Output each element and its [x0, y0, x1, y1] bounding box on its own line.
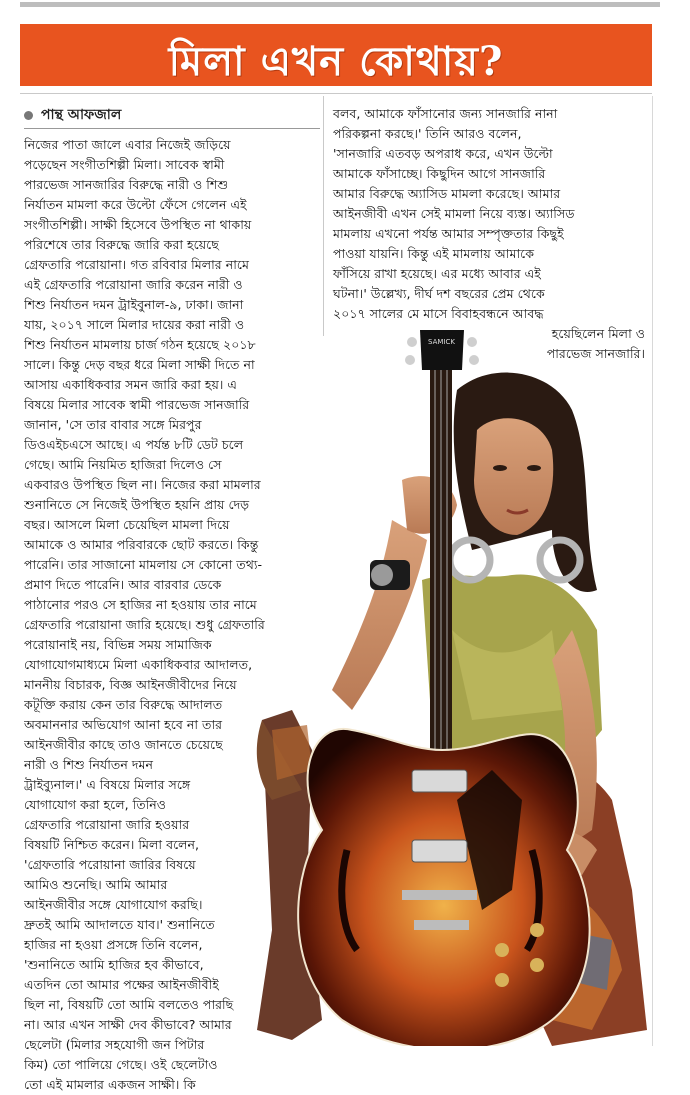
guitar-brand: SAMICK	[428, 338, 455, 346]
article-line: ছিল না, বিষয়টি তো আমি বলতেও পারছি	[24, 997, 234, 1012]
article-line: প্রমাণ দিতে পারেনি। আর বারবার ডেকে	[24, 577, 222, 592]
article-line: সালে। কিন্তু দেড় বছর ধরে মিলা সাক্ষী দিতে না	[24, 357, 255, 372]
article-line: ছেলেটা (মিলার সহযোগী জন পিটার	[24, 1037, 205, 1052]
article-line: ডিওএইচএসে আছে। এ পর্যন্ত ৮টি ডেট চলে	[24, 437, 244, 452]
article-line: পাওয়া যায়নি। কিন্তু এই মামলায় আমাকে	[333, 246, 535, 261]
article-line: ট্রাইব্যুনাল।' এ বিষয়ে মিলার সঙ্গে	[24, 777, 191, 792]
article-line: পারভেজ সানজারির বিরুদ্ধে নারী ও শিশু	[24, 177, 229, 192]
article-line: বিষয়ে মিলার সাবেক স্বামী পারভেজ সানজারি	[24, 397, 250, 412]
article-line: গ্রেফতারি পরোয়ানা জারি হয়েছে। শুধু গ্রেফতারি	[24, 617, 265, 632]
arm-left	[332, 520, 427, 710]
article-line: জানান, 'সে তার বাবার সঙ্গে মিরপুর	[24, 417, 202, 432]
singer-with-guitar-photo	[252, 330, 652, 1046]
article-line: যোগাযোগমাধ্যমে মিলা একাধিকবার আদালত,	[24, 657, 253, 672]
article-line: হয়েছিলেন মিলা ও	[551, 326, 645, 341]
article-line: 'গ্রেফতারি পরোয়ানা জারির বিষয়ে	[24, 857, 196, 872]
guitar-headstock	[420, 330, 464, 370]
article-line: পারভেজ সানজারি।	[546, 346, 645, 361]
right-border	[652, 96, 653, 1046]
article-line: আমিও শুনেছি। আমি আমার	[24, 877, 168, 892]
headline: মিলা এখন কোথায়?	[168, 38, 504, 85]
bullet-icon	[24, 111, 33, 120]
article-line: পরিশেষে তার বিরুদ্ধে জারি করা হয়েছে	[24, 237, 219, 252]
article-line: গেছে। আমি নিয়মিত হাজিরা দিলেও সে	[24, 457, 222, 472]
top-rule	[20, 2, 660, 7]
article-line: 'সানজারি এতবড় অপরাধ করে, এখন উল্টো	[333, 146, 553, 161]
article-line: আইনজীবীর কাছে তাও জানতে চেয়েছে	[24, 737, 223, 752]
article-column-2	[333, 104, 645, 364]
earring-left	[450, 540, 490, 580]
article-line: দ্রুতই আমি আদালতে যাব।' শুনানিতে	[24, 917, 215, 932]
article-line: বছর। আসলে মিলা চেয়েছিল মামলা দিয়ে	[24, 517, 230, 532]
article-line: আমাকে ও আমার পরিবারকে ছোট করতে। কিন্তু	[24, 537, 259, 552]
article-line: শিশু নির্যাতন দমন ট্রাইবুনাল-৯, ঢাকা। জানা	[24, 297, 244, 312]
article-line: 'শুনানিতে আমি হাজির হব কীভাবে,	[24, 957, 204, 972]
author-name: পান্থ আফজাল	[41, 107, 122, 123]
article-line: ২০১৭ সালের মে মাসে বিবাহবন্ধনে আবদ্ধ	[333, 306, 544, 321]
article-line: পারেনি। তার সাজানো মামলায় সে কোনো তথ্য-	[24, 557, 263, 572]
article-line: কিম) তো পালিয়ে গেছে। ওই ছেলেটাও	[24, 1057, 218, 1072]
article-line: যোগাযোগ করা হলে, তিনিও	[24, 797, 167, 812]
article-line: কটূক্তি করায় কেন তার বিরুদ্ধে আদালত	[24, 697, 223, 712]
article-line: হাজির না হওয়া প্রসঙ্গে তিনি বলেন,	[24, 937, 203, 952]
article-line: আমাকে ফাঁসাচ্ছে। কিছুদিন আগে সানজারি	[333, 166, 546, 181]
column-divider	[323, 96, 324, 336]
pickup-bridge	[412, 840, 467, 862]
article-line: যায়, ২০১৭ সালে মিলার দায়ের করা নারী ও	[24, 317, 245, 332]
article-line: শিশু নির্যাতন মামলায় চার্জ গঠন হয়েছে ২০১৮	[24, 337, 256, 352]
article-line: এতদিন তো আমার পক্ষের আইনজীবীই	[24, 977, 219, 992]
article-line: নিজের পাতা জালে এবার নিজেই জড়িয়ে	[24, 137, 231, 152]
article-line: পাঠানোর পরও সে হাজির না হওয়ায় তার নামে	[24, 597, 257, 612]
article-line: বলব, আমাকে ফাঁসানোর জন্য সানজারি নানা	[333, 106, 558, 121]
article-line: সংগীতশিল্পী। সাক্ষী হিসেবে উপস্থিত না থাকায়	[24, 217, 252, 232]
pickup-neck	[412, 770, 467, 792]
article-line: এই গ্রেফতারি পরোয়ানা জারি করেন নারী ও	[24, 277, 243, 292]
article-line: তো এই মামলার একজন সাক্ষী। কি	[24, 1077, 196, 1092]
article-line: নারী ও শিশু নির্যাতন দমন	[24, 757, 153, 772]
byline	[24, 103, 121, 127]
article-line: মাননীয় বিচারক, বিজ্ঞ আইনজীবীদের নিয়ে	[24, 677, 237, 692]
article-line: পড়েছেন সংগীতশিল্পী মিলা। সাবেক স্বামী	[24, 157, 225, 172]
article-line: গ্রেফতারি পরোয়ানা। গত রবিবার মিলার নামে	[24, 257, 249, 272]
article-line: একবারও উপস্থিত ছিল না। নিজের করা মামলার	[24, 477, 261, 492]
headline-banner	[20, 24, 652, 86]
article-line: নির্যাতন মামলা করে উল্টো ফেঁসে গেলেন এই	[24, 197, 247, 212]
article-line: মামলায় এখনো পর্যন্ত আমার সম্পৃক্ততার কিছুই	[333, 226, 564, 241]
article-line: আমার বিরুদ্ধে অ্যাসিড মামলা করেছে। আমার	[333, 186, 561, 201]
article-line: বিষয়টি নিশ্চিত করেন। মিলা বলেন,	[24, 837, 200, 852]
byline-rule	[24, 128, 320, 129]
article-line: ঘটনা।' উল্লেখ্য, দীর্ঘ দশ বছরের প্রেম থেকে	[333, 286, 545, 301]
article-line: শুনানিতে সে নিজেই উপস্থিত হয়নি প্রায় দেড়	[24, 497, 250, 512]
article-line: পরিকল্পনা করছে।' তিনি আরও বলেন,	[333, 126, 522, 141]
header-rule	[20, 93, 652, 94]
article-line: আইনজীবী এখন সেই মামলা নিয়ে ব্যস্ত। অ্যাসিড	[333, 206, 575, 221]
article-line: অবমাননার অভিযোগ আনা হবে না তার	[24, 717, 223, 732]
article-line: আইনজীবীর সঙ্গে যোগাযোগ করছি।	[24, 897, 203, 912]
article-line: না। আর এখন সাক্ষী দেব কীভাবে? আমার	[24, 1017, 232, 1032]
article-line: আসায় একাধিকবার সমন জারি করা হয়। এ	[24, 377, 237, 392]
article-line: গ্রেফতারি পরোয়ানা জারি হওয়ার	[24, 817, 190, 832]
article-line: পরোয়ানাই নয়, বিভিন্ন সময় সামাজিক	[24, 637, 212, 652]
article-line: ফাঁসিয়ে রাখা হয়েছে। এর মধ্যে আবার এই	[333, 266, 541, 281]
